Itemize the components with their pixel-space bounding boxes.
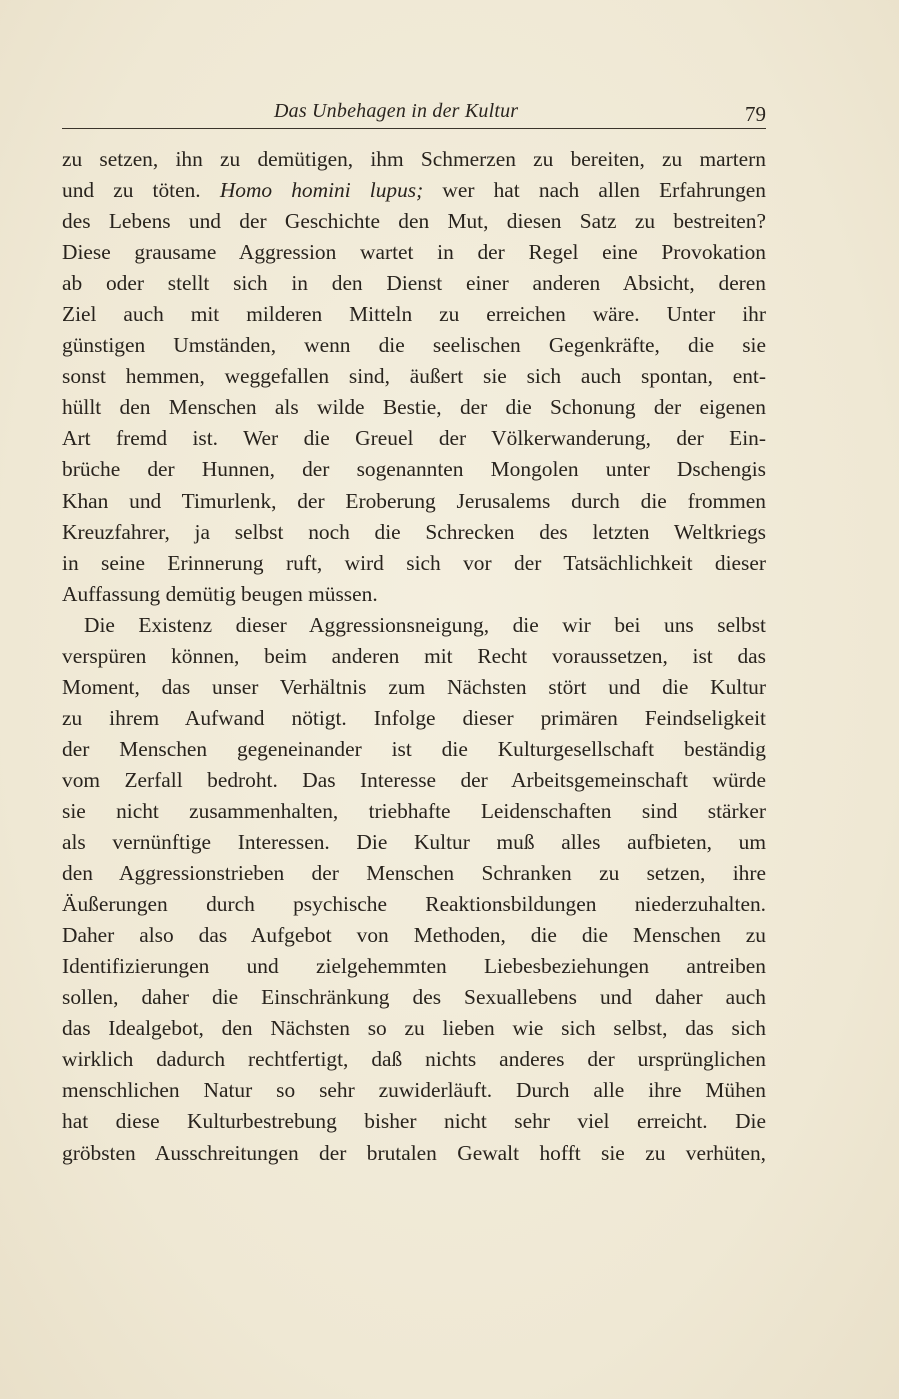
- text-segment: und zu töten.: [62, 178, 201, 203]
- text-line: brüche der Hunnen, der sogenannten Mongolen unter Dschengis: [62, 457, 766, 482]
- text-line: der Menschen gegeneinander ist die Kulturgesellschaft beständig: [62, 736, 766, 761]
- header-rule: [62, 128, 766, 129]
- text-line: sollen, daher die Einschränkung des Sexuallebens und daher auch: [62, 985, 766, 1010]
- text-line: Die Existenz dieser Aggressionsneigung, die wir bei uns selbst: [84, 612, 766, 637]
- text-line: Kreuzfahrer, ja selbst noch die Schrecken des letzten Weltkriegs: [62, 519, 766, 544]
- text-segment: wer hat nach allen Erfahrungen: [442, 178, 766, 203]
- text-line: das Idealgebot, den Nächsten so zu lieben wie sich selbst, das sich: [62, 1016, 766, 1041]
- page-number: 79: [745, 102, 766, 126]
- text-line: Daher also das Aufgebot von Methoden, die die Menschen zu: [62, 923, 766, 948]
- text-line: ab oder stellt sich in den Dienst einer anderen Absicht, deren: [62, 271, 766, 296]
- text-line: menschlichen Natur so sehr zuwiderläuft. Durch alle ihre Mühen: [62, 1078, 766, 1103]
- text-line: Äußerungen durch psychische Reaktionsbildungen niederzuhalten.: [62, 892, 766, 917]
- body-text: [62, 144, 766, 1169]
- text-line: Ziel auch mit milderen Mitteln zu erreichen wäre. Unter ihr: [62, 302, 766, 327]
- text-line: Khan und Timurlenk, der Eroberung Jerusalems durch die frommen: [62, 488, 766, 513]
- text-line: den Aggressionstrieben der Menschen Schranken zu setzen, ihre: [62, 861, 766, 886]
- page-header: [62, 100, 766, 130]
- text-line: hüllt den Menschen als wilde Bestie, der die Schonung der eigenen: [62, 395, 766, 420]
- text-line: hat diese Kulturbestrebung bisher nicht sehr viel erreicht. Die: [62, 1109, 766, 1134]
- text-line: zu ihrem Aufwand nötigt. Infolge dieser primären Feindseligkeit: [62, 705, 766, 730]
- text-line: sie nicht zusammenhalten, triebhafte Leidenschaften sind stärker: [62, 798, 766, 823]
- text-line: [62, 175, 766, 206]
- text-line: verspüren können, beim anderen mit Recht voraussetzen, ist das: [62, 643, 766, 668]
- text-line: Auffassung demütig beugen müssen.: [62, 581, 378, 606]
- text-line: günstigen Umständen, wenn die seelischen Gegenkräfte, die sie: [62, 333, 766, 358]
- text-line: wirklich dadurch rechtfertigt, daß nichts anderes der ursprünglichen: [62, 1047, 766, 1072]
- text-line: in seine Erinnerung ruft, wird sich vor der Tatsächlichkeit dieser: [62, 550, 766, 575]
- text-line: Art fremd ist. Wer die Greuel der Völkerwanderung, der Ein-: [62, 426, 766, 451]
- text-line: sonst hemmen, weggefallen sind, äußert sie sich auch spontan, ent-: [62, 364, 766, 389]
- running-title: Das Unbehagen in der Kultur: [274, 100, 519, 122]
- text-line: vom Zerfall bedroht. Das Interesse der Arbeitsgemeinschaft würde: [62, 767, 766, 792]
- latin-quote: Homo homini lupus;: [219, 178, 424, 203]
- text-line: zu setzen, ihn zu demütigen, ihm Schmerzen zu bereiten, zu martern: [62, 147, 766, 171]
- text-line: Identifizierungen und zielgehemmten Liebesbeziehungen antreiben: [62, 954, 766, 979]
- text-line: Diese grausame Aggression wartet in der Regel eine Provokation: [62, 240, 766, 265]
- text-line: Moment, das unser Verhältnis zum Nächsten stört und die Kultur: [62, 674, 766, 699]
- text-line: des Lebens und der Geschichte den Mut, diesen Satz zu bestreiten?: [62, 209, 766, 234]
- text-line: gröbsten Ausschreitungen der brutalen Gewalt hofft sie zu verhüten,: [62, 1140, 766, 1165]
- text-line: als vernünftige Interessen. Die Kultur muß alles aufbieten, um: [62, 830, 766, 855]
